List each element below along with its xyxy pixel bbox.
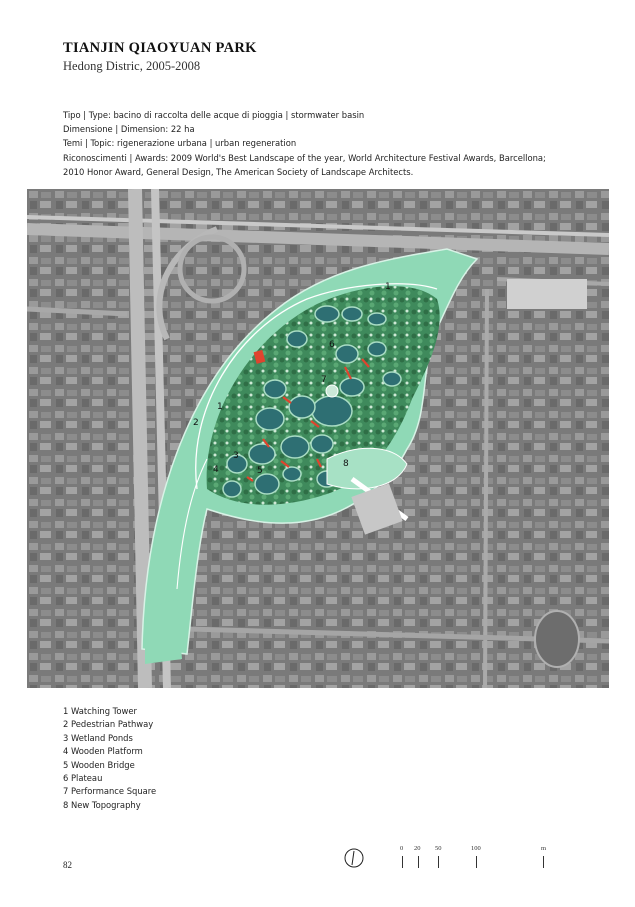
scale-tick (543, 856, 544, 868)
map-label-plateau: 6 (329, 340, 335, 350)
page-subtitle: Hedong Distric, 2005-2008 (63, 59, 201, 73)
scale-label-unit: m (541, 845, 547, 852)
map-label-new-topography: 8 (343, 459, 349, 469)
map-legend (63, 705, 156, 812)
legend-item-plateau: 6 Plateau (63, 773, 103, 784)
scale-label-100: 100 (471, 845, 481, 852)
scale-tick (418, 856, 419, 868)
info-awards-line2: 2010 Honor Award, General Design, The American Society of Landscape Architects. (63, 166, 414, 177)
info-topic: Temi | Topic: rigenerazione urbana | urban regeneration (63, 138, 297, 149)
page-number: 82 (63, 860, 72, 870)
page-title: TIANJIN QIAOYUAN PARK (63, 40, 257, 56)
legend-item-wooden-platform: 4 Wooden Platform (63, 746, 143, 757)
info-dimension: Dimensione | Dimension: 22 ha (63, 124, 195, 135)
legend-item-wetland-ponds: 3 Wetland Ponds (63, 732, 133, 743)
scale-label-20: 20 (414, 845, 421, 852)
map-label-wetland-ponds: 3 (233, 451, 239, 461)
project-info (63, 108, 603, 179)
map-label-wooden-bridge: 5 (257, 466, 263, 476)
scale-tick (402, 856, 403, 868)
site-plan-map (27, 189, 609, 688)
map-label-wooden-platform: 4 (213, 465, 219, 475)
legend-item-performance-square: 7 Performance Square (63, 786, 157, 797)
legend-item-pedestrian-pathway: 2 Pedestrian Pathway (63, 719, 154, 730)
legend-item-watching-tower: 1 Watching Tower (63, 706, 137, 716)
map-label-watching-tower-1: 1 (385, 282, 391, 292)
scale-tick (476, 856, 477, 868)
legend-item-wooden-bridge: 5 Wooden Bridge (63, 759, 135, 770)
map-label-performance-square: 7 (321, 375, 327, 385)
scale-label-50: 50 (435, 845, 442, 852)
map-label-pathway: 2 (193, 418, 199, 428)
info-type: Tipo | Type: bacino di raccolta delle acque di pioggia | stormwater basin (63, 110, 365, 120)
scale-label-0: 0 (400, 845, 404, 852)
info-awards-line1: Riconoscimenti | Awards: 2009 World's Best Landscape of the year, World Architecture Festival Awards, Barcellona; (63, 152, 546, 163)
map-label-watching-tower-2: 1 (217, 402, 223, 412)
legend-item-new-topography: 8 New Topography (63, 799, 141, 810)
scale-bar (398, 845, 558, 871)
north-arrow-icon (344, 848, 364, 868)
scale-tick (438, 856, 439, 868)
